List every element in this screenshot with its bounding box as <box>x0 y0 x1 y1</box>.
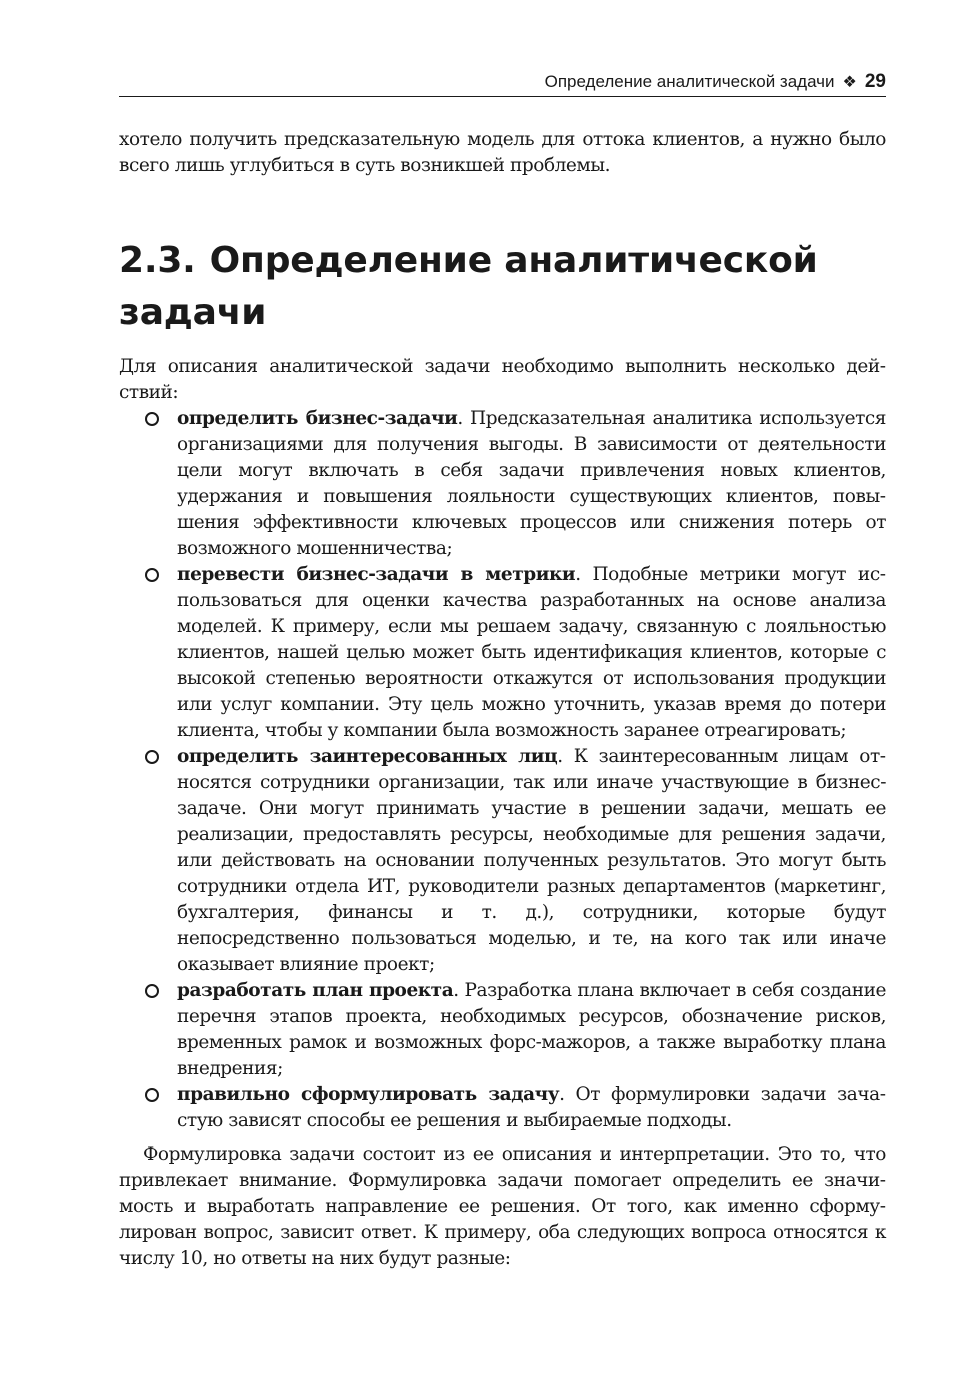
section-heading <box>119 235 886 339</box>
circle-bullet-icon <box>145 1088 159 1102</box>
bullet-text: . Предсказательная аналитика используется организациями для получения выгоды. В зависимости от деятельности цели могут включать в себя задачи привлечения новых клиентов, удержания и повышения лояльности существующих клиентов, повышения эффективности ключевых процессов или снижения потерь от возможного мошенничества; <box>177 408 887 559</box>
list-item <box>119 562 886 744</box>
running-header <box>119 70 886 97</box>
list-item <box>119 406 886 562</box>
bullet-text: . От формулировки задачи зачастую зависят способы ее решения и выбираемые подходы. <box>177 1084 887 1131</box>
bullet-term: определить заинтересованных лиц <box>177 746 558 767</box>
bullet-list <box>119 406 886 1134</box>
list-item <box>119 978 886 1082</box>
lead-paragraph: Для описания аналитической задачи необходимо выполнить несколько действий: <box>119 356 886 403</box>
section-title: Определение аналитической задачи <box>119 240 818 333</box>
page-number: 29 <box>864 71 886 92</box>
circle-bullet-icon <box>145 984 159 998</box>
bullet-text: . Подобные метрики могут использоваться для оценки качества разработанных на основе анализа моделей. К примеру, если мы решаем задачу, связанную с лояльностью клиентов, нашей целью может быть идентификация клиентов, которые с высокой степенью вероятности откажутся от использования продукции или услуг компании. Эту цель можно уточнить, указав время до потери клиента, чтобы у компании была возможность заранее отреагировать; <box>177 564 886 741</box>
bullet-term: перевести бизнес-задачи в метрики <box>177 564 576 585</box>
list-item <box>119 1082 886 1134</box>
bullet-text: . Разработка плана включает в себя создание перечня этапов проекта, необходимых ресурсов, обозначение рисков, временных рамок и возможных форс-мажоров, а также выработку плана внедрения; <box>177 980 887 1079</box>
running-title: Определение аналитической задачи <box>544 72 835 91</box>
circle-bullet-icon <box>145 568 159 582</box>
bullet-term: определить бизнес-задачи <box>177 408 458 429</box>
bullet-text: . К заинтересованным лицам относятся сотрудники организации, так или иначе участвующие в бизнес-задаче. Они могут принимать участие в решении задачи, мешать ее реализации, предоставлять ресурсы, необходимые для решения задачи, или действовать на основании полученных результатов. Это могут быть сотрудники отдела ИТ, руководители разных департаментов (маркетинг, бухгалтерия, финансы и т. д.), сотрудники, которые будут непосредственно пользоваться моделью, и те, на кого так или иначе оказывает влияние проект; <box>177 746 886 975</box>
closing-paragraph: Формулировка задачи состоит из ее описания и интерпретации. Это то, что привлекает внимание. Формулировка задачи помогает определить ее значимость и выработать направление ее решения. От того, как именно сформулирован вопрос, зависит ответ. К примеру, оба следующих вопроса относятся к числу 10, но ответы на них будут разные: <box>119 1144 886 1269</box>
circle-bullet-icon <box>145 750 159 764</box>
diamond-separator-icon: ❖ <box>842 74 857 91</box>
bullet-term: правильно сформулировать задачу <box>177 1084 560 1105</box>
intro-paragraph: хотело получить предсказательную модель для оттока клиентов, а нужно было всего лишь углубиться в суть возникшей проблемы. <box>119 129 886 176</box>
circle-bullet-icon <box>145 412 159 426</box>
list-item <box>119 744 886 978</box>
section-number: 2.3. <box>119 240 196 281</box>
bullet-term: разработать план проекта <box>177 980 454 1001</box>
page-body <box>119 127 886 1272</box>
